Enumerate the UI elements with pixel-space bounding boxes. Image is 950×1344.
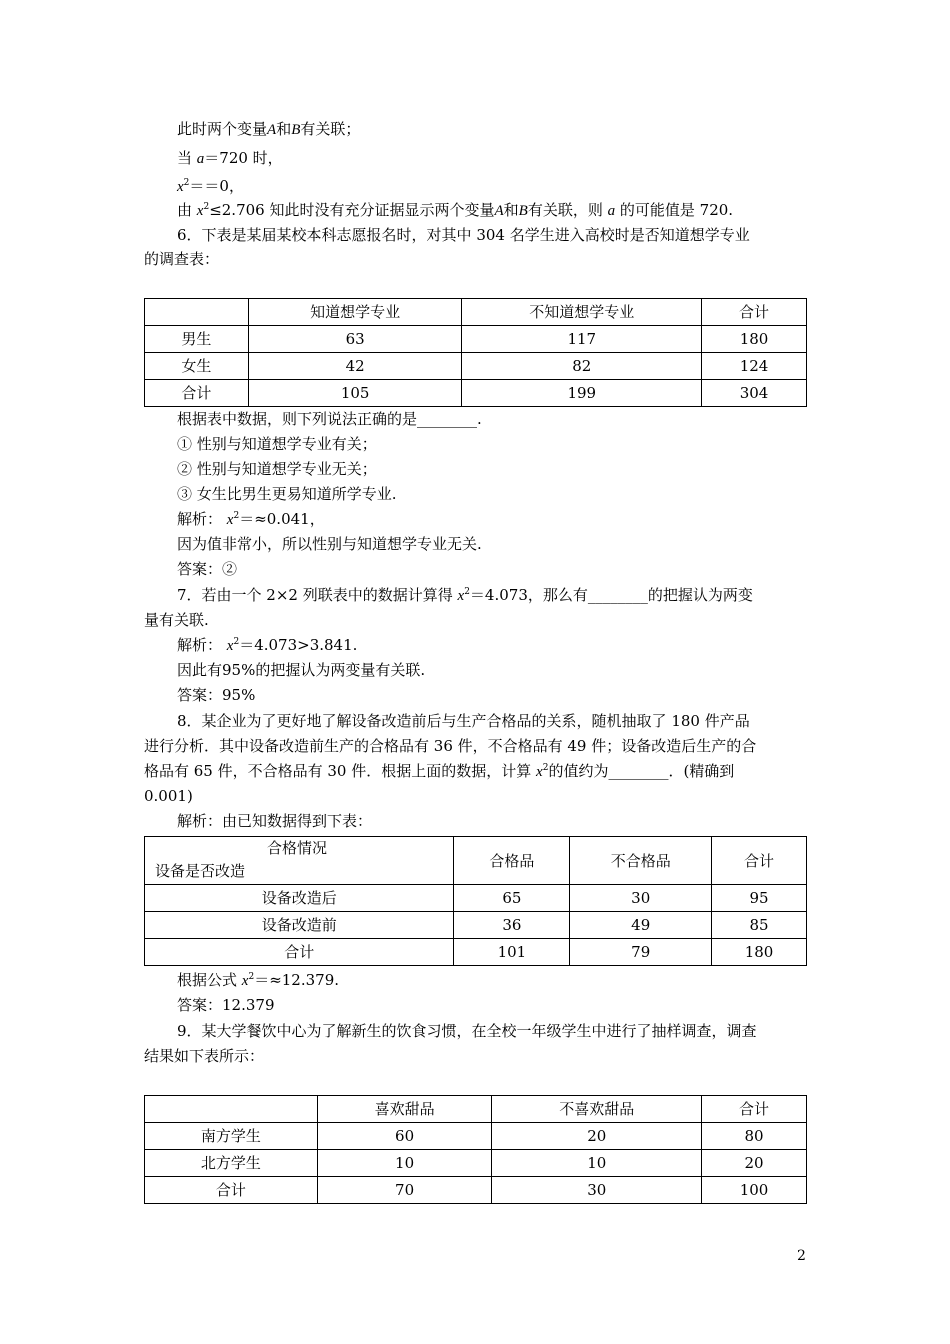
table-cell: 20	[702, 1150, 807, 1177]
table-header-row	[145, 1096, 807, 1123]
table-cell: 199	[462, 380, 702, 407]
table-cell: 304	[702, 380, 807, 407]
table-cell: 124	[702, 353, 807, 380]
corner-bottom-label: 设备是否改造	[155, 862, 246, 880]
page-number: 2	[797, 1248, 806, 1264]
table-row	[145, 939, 807, 966]
question-8-text: 格品有 65 件，不合格品有 30 件．根据上面的数据，计算 $x^2$的值约为________．(精确到	[144, 762, 735, 780]
table-row	[145, 1123, 807, 1150]
table-gender-major	[144, 298, 807, 407]
table-row	[145, 380, 807, 407]
table-cell: 101	[454, 939, 570, 966]
table-cell: 100	[702, 1177, 807, 1204]
option-3: ③ 女生比男生更易知道所学专业.	[177, 485, 397, 503]
table-cell: 合计	[145, 380, 249, 407]
table-header-cell: 合计	[702, 299, 807, 326]
table-cell: 20	[492, 1123, 702, 1150]
question-9-text: 结果如下表所示：	[144, 1047, 265, 1065]
answer-text: 答案：95%	[177, 686, 256, 704]
table-row	[145, 912, 807, 939]
question-8-text: 进行分析．其中设备改造前生产的合格品有 36 件，不合格品有 49 件；设备改造后生产的合	[144, 737, 757, 755]
question-7-text: 量有关联.	[144, 611, 209, 629]
table-cell: 105	[248, 380, 462, 407]
question-6-text: 6．下表是某届某校本科志愿报名时，对其中 304 名学生进入高校时是否知道想学专业	[177, 226, 750, 244]
table-cell: 79	[570, 939, 712, 966]
diagonal-header-cell	[145, 837, 454, 885]
table-cell: 30	[570, 885, 712, 912]
table-cell: 设备改造后	[145, 885, 454, 912]
table-cell: 60	[317, 1123, 492, 1150]
question-6-text: 的调查表：	[144, 250, 220, 268]
table-header-cell: 合计	[712, 837, 807, 885]
table-header-cell: 不喜欢甜品	[492, 1096, 702, 1123]
table-cell: 85	[712, 912, 807, 939]
table-row	[145, 326, 807, 353]
table-cell: 10	[492, 1150, 702, 1177]
table-row	[145, 1150, 807, 1177]
table-cell: 10	[317, 1150, 492, 1177]
table-cell: 65	[454, 885, 570, 912]
option-1: ① 性别与知道想学专业有关；	[177, 435, 377, 453]
table-cell: 117	[462, 326, 702, 353]
text-line: 此时两个变量A和B有关联；	[177, 120, 361, 138]
table-cell: 82	[462, 353, 702, 380]
answer-text: 答案：②	[177, 560, 238, 578]
table-cell: 49	[570, 912, 712, 939]
table-cell: 北方学生	[145, 1150, 318, 1177]
table-cell: 42	[248, 353, 462, 380]
table-cell: 合计	[145, 939, 454, 966]
solution-text: 因此有95%的把握认为两变量有关联.	[177, 661, 426, 679]
question-7-text: 7．若由一个 2×2 列联表中的数据计算得 $x^2=4.073$，那么有________的把握认为两变	[177, 586, 753, 604]
table-equipment-quality	[144, 836, 807, 966]
solution-text: 解析：由已知数据得到下表：	[177, 812, 373, 830]
table-cell: 80	[702, 1123, 807, 1150]
solution-text: 解析： $x^2=\approx 0.041$，	[177, 510, 325, 528]
table-dessert-preference	[144, 1095, 807, 1204]
table-cell: 63	[248, 326, 462, 353]
table-header-cell	[145, 1096, 318, 1123]
option-2: ② 性别与知道想学专业无关；	[177, 460, 377, 478]
question-8-text: 8．某企业为了更好地了解设备改造前后与生产合格品的关系，随机抽取了 180 件产品	[177, 712, 750, 730]
table-cell: 36	[454, 912, 570, 939]
table-cell: 30	[492, 1177, 702, 1204]
table-header-cell: 知道想学专业	[248, 299, 462, 326]
table-cell: 合计	[145, 1177, 318, 1204]
table-cell: 180	[712, 939, 807, 966]
answer-text: 答案：12.379	[177, 996, 275, 1014]
table-cell: 95	[712, 885, 807, 912]
question-6-text: 根据表中数据，则下列说法正确的是________.	[177, 410, 482, 428]
table-cell: 180	[702, 326, 807, 353]
table-header-row	[145, 299, 807, 326]
solution-text: 解析： $x^2=4.073>3.841$.	[177, 636, 358, 654]
table-cell: 女生	[145, 353, 249, 380]
table-header-row	[145, 837, 807, 885]
table-header-cell: 不知道想学专业	[462, 299, 702, 326]
text-line: $x^2==0$，	[177, 177, 244, 195]
question-8-text: 0.001)	[144, 787, 193, 805]
text-line: 由 $x^2\le 2.706$ 知此时没有充分证据显示两个变量A和B有关联，则 a 的可能值是 720.	[177, 201, 734, 219]
solution-text: 根据公式 $x^2=\approx 12.379$.	[177, 971, 340, 989]
table-row	[145, 1177, 807, 1204]
table-header-cell: 喜欢甜品	[317, 1096, 492, 1123]
text-line: 当 a＝720 时，	[177, 149, 283, 167]
table-header-cell: 合格品	[454, 837, 570, 885]
table-header-cell: 不合格品	[570, 837, 712, 885]
table-cell: 设备改造前	[145, 912, 454, 939]
table-header-cell: 合计	[702, 1096, 807, 1123]
corner-top-label: 合格情况	[267, 839, 328, 857]
table-header-cell	[145, 299, 249, 326]
table-cell: 70	[317, 1177, 492, 1204]
table-row	[145, 885, 807, 912]
question-9-text: 9．某大学餐饮中心为了解新生的饮食习惯，在全校一年级学生中进行了抽样调查，调查	[177, 1022, 757, 1040]
table-cell: 南方学生	[145, 1123, 318, 1150]
table-cell: 男生	[145, 326, 249, 353]
table-row	[145, 353, 807, 380]
solution-text: 因为值非常小，所以性别与知道想学专业无关.	[177, 535, 482, 553]
